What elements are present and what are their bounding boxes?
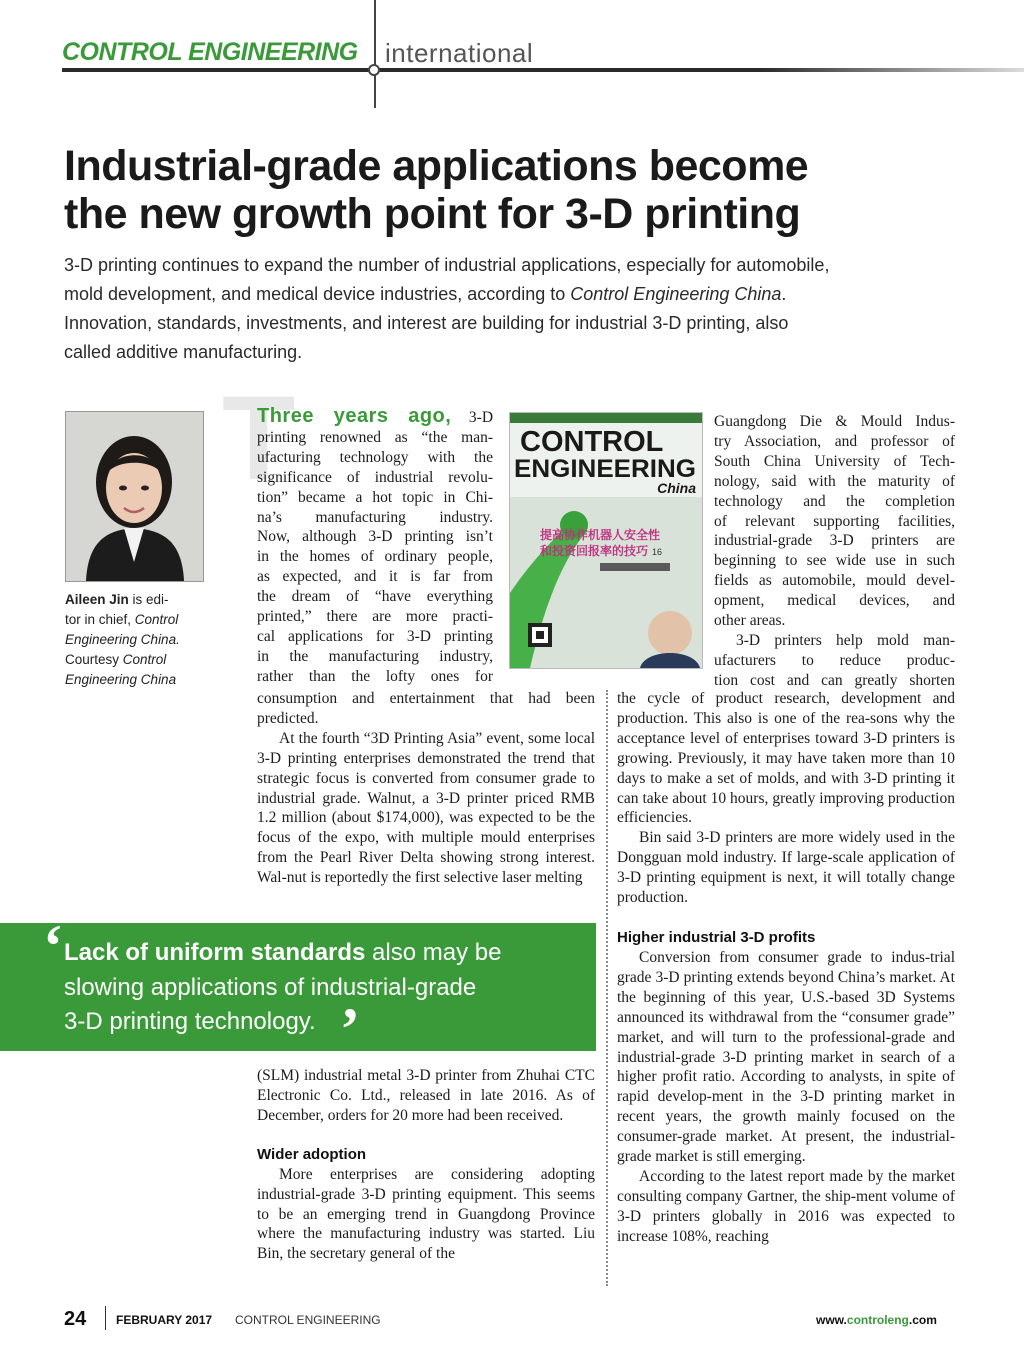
body-text: 3-D — [451, 409, 494, 426]
author-portrait-icon — [65, 411, 204, 582]
body-line: industrial-grade 3-D printers are — [714, 532, 955, 550]
header-vertical-rule — [374, 0, 376, 108]
portrait-svg — [66, 412, 203, 581]
cover-headline: 提高协作机器人安全性 — [540, 528, 661, 542]
body-line: beginning to see wide use in such — [714, 552, 955, 570]
body-line: printed,” there are more practi- — [257, 608, 493, 626]
body-line: South China University of Tech- — [714, 452, 955, 470]
pull-quote-bold: Lack of uniform standards — [64, 939, 366, 966]
cover-country: China — [657, 480, 696, 496]
deck-line: Innovation, standards, investments, and interest are building for industrial 3-D printing, also — [64, 313, 789, 333]
cover-page-number: 16 — [652, 547, 663, 557]
deck-line — [64, 280, 944, 309]
cover-headline: 和投资回报率的技巧 — [540, 544, 649, 558]
article-headline — [64, 142, 964, 238]
bio-italic: Engineering China. — [65, 632, 180, 647]
bio-italic: Control — [122, 652, 167, 667]
body-line: nology, said with the maturity of — [714, 472, 955, 490]
cover-title: ENGINEERING — [514, 455, 696, 483]
body-line: tion” became a hot topic in Chi- — [257, 488, 493, 506]
body-paragraph: At the fourth “3D Printing Asia” event, some local 3-D printing enterprises demonstrated the trend that strategic focus is converted from consumer grade to industrial grade. Walnut, a 3-D printer priced RMB 1.2 million (about $174,000), was expected to be the focus of the expo, with multiple mould enterprises from the Pearl River Delta showing strong interest. Wal-nut is reportedly the first selective laser melting — [257, 729, 595, 887]
body-paragraph: Bin said 3-D printers are more widely used in the Dongguan mold industry. If large-scale application of 3-D printing equipment is next, it will totally change production. — [617, 829, 955, 907]
magazine-cover-image — [509, 412, 703, 669]
body-line: opment, medical devices, and — [714, 592, 955, 610]
body-line: rather than the lofty ones for — [257, 667, 493, 685]
author-name: Aileen Jin — [65, 592, 129, 607]
body-line: Guangdong Die & Mould Indus- — [714, 413, 955, 430]
body-line: Now, although 3-D printing isn’t — [257, 528, 493, 546]
header-rule-fade — [760, 68, 1024, 72]
body-line: technology and the completion — [714, 492, 955, 510]
deck-text: mold development, and medical device industries, according to — [64, 284, 571, 304]
bio-text: is edi- — [128, 592, 169, 607]
body-line: consumption and entertainment that had been — [257, 690, 595, 707]
article-deck — [64, 251, 944, 367]
deck-text: . — [781, 284, 787, 304]
drop-letter: T — [222, 371, 296, 505]
page-number: 24 — [64, 1308, 87, 1330]
brand-logo-text: CONTROL ENGINEERING — [62, 38, 358, 66]
bio-text: tor in chief, — [65, 612, 135, 627]
body-line: tion cost and can greatly shorten — [714, 671, 955, 689]
body-line: fields as automobile, mould devel- — [714, 572, 955, 590]
column2-body — [617, 689, 955, 1247]
issue-date: FEBRUARY 2017 — [116, 1313, 213, 1327]
body-line: cal applications for 3-D printing — [257, 627, 493, 645]
body-paragraph: the cycle of product research, development and production. This also is one of the rea-sons why the acceptance level of enterprises toward 3-D printers is growing. Previously, it may have taken more than 10 days to make a set of molds, and with 3-D printing it can take about 10 hours, greatly improving production efficiencies. — [617, 690, 955, 827]
body-line: ufacturing technology with the — [257, 448, 493, 466]
subhead-higher-profits: Higher industrial 3-D profits — [617, 928, 816, 946]
url-suffix: .com — [908, 1313, 937, 1327]
deck-publication: Control Engineering China — [570, 284, 782, 304]
body-line: 3-D printers help mold man- — [736, 631, 955, 649]
column1-continued — [257, 1066, 595, 1264]
url-prefix: www. — [816, 1313, 847, 1327]
body-paragraph: (SLM) industrial metal 3-D printer from Zhuhai CTC Electronic Co. Ltd., released in late 2016. As of December, orders for 20 more had been received. — [257, 1067, 595, 1124]
subhead-wider-adoption: Wider adoption — [257, 1145, 367, 1163]
pull-quote-text: 3-D printing technology. — [64, 1008, 316, 1035]
pull-quote — [64, 936, 584, 1040]
body-paragraph: Conversion from consumer grade to indus-trial grade 3-D printing extends beyond China’s market. At the beginning of this year, U.S.-based 3D Systems announced its withdrawal from the “consumer grade” market, and will turn to the professional-grade and industrial-grade 3-D printing market in search of a higher profit ratio. According to analysts, in spite of rapid develop-ment in the 3-D printing market in recent years, the growth mainly focused on the consumer-grade market. At present, the industrial-grade market is still emerging. — [617, 948, 955, 1166]
body-line: the dream of “have everything — [257, 588, 493, 606]
body-paragraph: More enterprises are considering adopting industrial-grade 3-D printing equipment. This seems to be an emerging trend in Guangdong Province where the manufacturing industry was started. Liu Bin, the secretary general of the — [257, 1165, 595, 1263]
body-line: of relevant supporting facilities, — [714, 512, 955, 530]
column-divider — [606, 690, 608, 1286]
column1-body — [257, 689, 595, 888]
pull-quote-text: slowing applications of industrial-grade — [64, 973, 477, 1001]
publication-name: CONTROL ENGINEERING — [235, 1313, 381, 1327]
subhead — [257, 1145, 595, 1165]
url-domain: controleng — [846, 1313, 909, 1327]
bio-italic: Control — [134, 612, 179, 627]
deck-line: 3-D printing continues to expand the number of industrial applications, especially for automobile, — [64, 255, 830, 275]
deck-line: called additive manufacturing. — [64, 342, 303, 362]
column2-top — [714, 412, 955, 691]
body-line: try Association, and professor of — [714, 432, 955, 450]
quote-close-icon: ’ — [340, 996, 360, 1062]
header-dot-icon — [368, 64, 380, 76]
body-paragraph: According to the latest report made by the market consulting company Gartner, the ship-ment volume of 3-D printers globally in 2016 was expected to increase 108%, reaching — [617, 1167, 955, 1245]
body-line: in the homes of ordinary people, — [257, 548, 493, 566]
body-line: ufacturers to reduce produc- — [714, 651, 955, 669]
body-line: significance of industrial revolu- — [257, 468, 493, 486]
brand-subtitle: international — [385, 38, 534, 68]
subhead — [617, 927, 955, 948]
body-line: predicted. — [257, 709, 319, 727]
body-line: printing renowned as “the man- — [257, 428, 493, 446]
cover-svg — [510, 413, 702, 668]
column1-lead — [257, 407, 493, 687]
pull-quote-text: also may be — [365, 939, 502, 966]
footer-separator — [105, 1306, 106, 1330]
headline-line: Industrial-grade applications become — [64, 142, 809, 190]
lead-in: Three years ago, — [257, 405, 452, 427]
body-line: in the manufacturing industry, — [257, 647, 493, 665]
quote-open-icon: ‘ — [43, 913, 63, 979]
cover-title: CONTROL — [520, 426, 664, 458]
body-line: other areas. — [714, 612, 786, 630]
body-line: na’s manufacturing industry. — [257, 508, 493, 526]
body-line: as expected, and it is far from — [257, 568, 493, 586]
bio-text: Courtesy — [65, 652, 123, 667]
bio-italic: Engineering China — [65, 672, 177, 687]
headline-line: the new growth point for 3-D printing — [64, 190, 801, 238]
body-line — [257, 407, 493, 428]
website-link[interactable] — [816, 1313, 937, 1327]
author-bio — [65, 590, 215, 690]
